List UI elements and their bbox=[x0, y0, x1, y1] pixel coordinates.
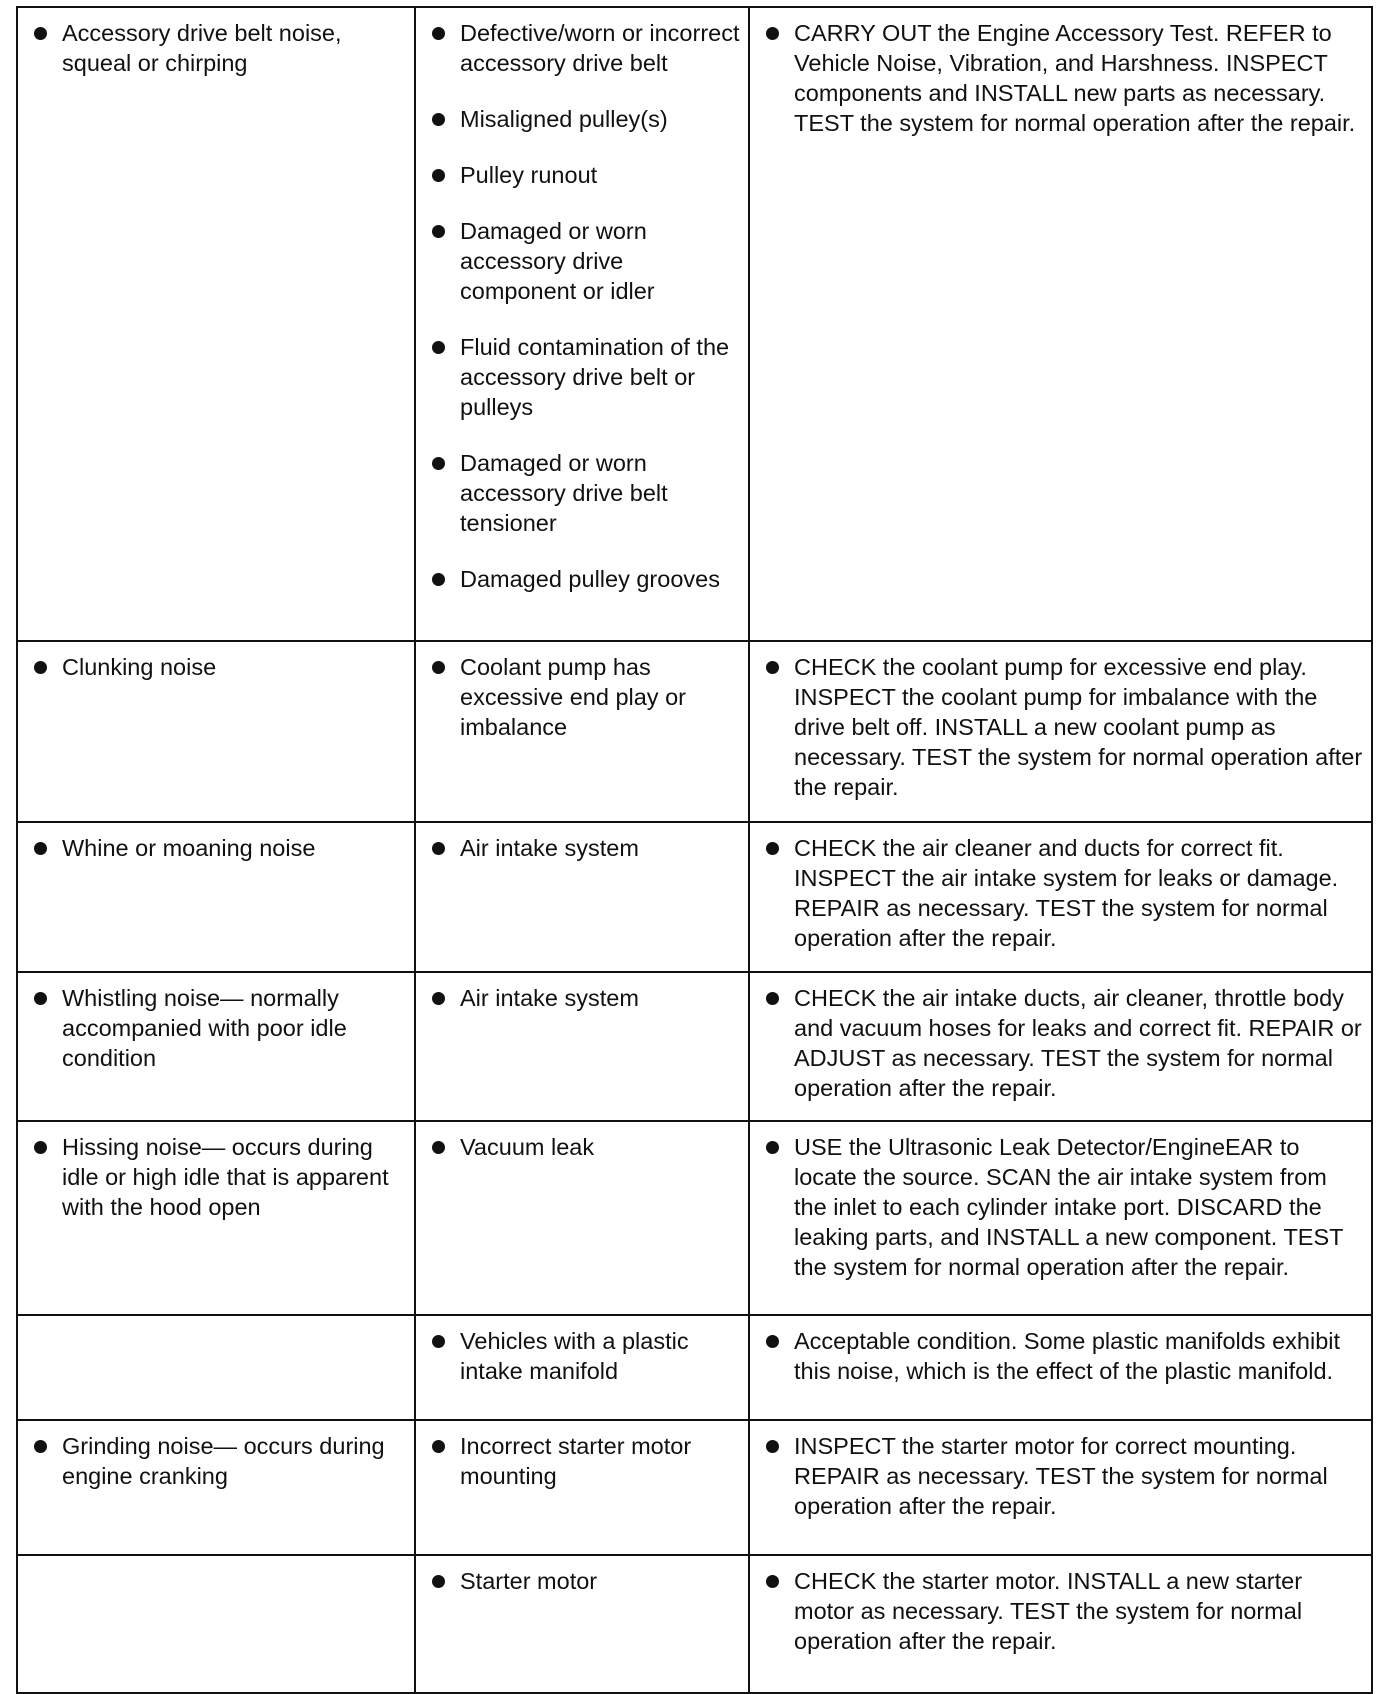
list-item bbox=[28, 18, 406, 78]
bullet-icon bbox=[34, 1440, 47, 1453]
item-text: Air intake system bbox=[460, 984, 639, 1011]
list-item bbox=[760, 652, 1363, 802]
table-row bbox=[17, 972, 1372, 1122]
item-text: INSPECT the starter motor for correct mounting. REPAIR as necessary. TEST the system for normal operation after the repair. bbox=[794, 1433, 1328, 1520]
cause-cell-list bbox=[426, 833, 740, 863]
bullet-icon bbox=[766, 1440, 779, 1453]
cause-cell-list bbox=[426, 18, 740, 594]
action-cell bbox=[749, 1420, 1372, 1555]
list-item bbox=[760, 1431, 1363, 1521]
cause-cell bbox=[415, 1420, 749, 1555]
item-text: Defective/worn or incorrect accessory drive belt bbox=[460, 20, 740, 76]
list-item bbox=[426, 1132, 740, 1162]
table-row bbox=[17, 1315, 1372, 1420]
action-cell bbox=[749, 1315, 1372, 1420]
list-item bbox=[760, 983, 1363, 1103]
cause-cell-list bbox=[426, 983, 740, 1013]
bullet-icon bbox=[34, 842, 47, 855]
bullet-icon bbox=[432, 1141, 445, 1154]
list-item bbox=[28, 1132, 406, 1222]
item-text: Vehicles with a plastic intake manifold bbox=[460, 1327, 689, 1384]
list-item bbox=[28, 833, 406, 863]
action-cell-list bbox=[760, 1326, 1363, 1386]
bullet-icon bbox=[432, 842, 445, 855]
item-text: Misaligned pulley(s) bbox=[460, 106, 668, 132]
bullet-icon bbox=[766, 1141, 779, 1154]
condition-cell bbox=[17, 7, 415, 641]
bullet-icon bbox=[432, 457, 445, 470]
bullet-icon bbox=[34, 992, 47, 1005]
bullet-icon bbox=[432, 169, 445, 182]
cause-cell bbox=[415, 1121, 749, 1315]
bullet-icon bbox=[432, 1575, 445, 1588]
list-item bbox=[426, 1566, 740, 1596]
bullet-icon bbox=[432, 661, 445, 674]
item-text: Whistling noise— normally accompanied with poor idle condition bbox=[62, 984, 347, 1071]
item-text: Grinding noise— occurs during engine cranking bbox=[62, 1433, 385, 1490]
item-text: Vacuum leak bbox=[460, 1134, 595, 1161]
item-text: CHECK the air intake ducts, air cleaner, throttle body and vacuum hoses for leaks and correct fit. REPAIR or ADJUST as necessary. TEST the system for normal operation after the repair. bbox=[794, 984, 1362, 1101]
cause-cell bbox=[415, 1315, 749, 1420]
bullet-icon bbox=[766, 27, 779, 40]
list-item bbox=[760, 1326, 1363, 1386]
bullet-icon bbox=[766, 1335, 779, 1348]
list-item bbox=[426, 652, 740, 742]
cause-cell-list bbox=[426, 1431, 740, 1491]
list-item bbox=[426, 18, 740, 78]
cause-cell bbox=[415, 641, 749, 822]
table-row bbox=[17, 822, 1372, 972]
list-item bbox=[426, 104, 740, 134]
condition-cell bbox=[17, 822, 415, 972]
list-item bbox=[426, 1326, 740, 1386]
condition-cell bbox=[17, 641, 415, 822]
condition-cell-list bbox=[28, 1431, 406, 1491]
list-item bbox=[426, 160, 740, 190]
condition-cell bbox=[17, 972, 415, 1122]
list-item bbox=[426, 448, 740, 538]
bullet-icon bbox=[34, 1141, 47, 1154]
table-row bbox=[17, 1121, 1372, 1315]
cause-cell bbox=[415, 1555, 749, 1693]
action-cell-list bbox=[760, 833, 1363, 953]
list-item bbox=[426, 216, 740, 306]
item-text: Fluid contamination of the accessory drive belt or pulleys bbox=[460, 334, 730, 420]
bullet-icon bbox=[766, 992, 779, 1005]
bullet-icon bbox=[432, 1335, 445, 1348]
item-text: Acceptable condition. Some plastic manifolds exhibit this noise, which is the effect of the plastic manifold. bbox=[794, 1327, 1341, 1384]
list-item bbox=[760, 1132, 1363, 1282]
table-row bbox=[17, 641, 1372, 822]
cause-cell-list bbox=[426, 1132, 740, 1162]
table-row bbox=[17, 7, 1372, 641]
action-cell bbox=[749, 972, 1372, 1122]
list-item bbox=[28, 1431, 406, 1491]
list-item bbox=[426, 332, 740, 422]
cause-cell-list bbox=[426, 1566, 740, 1596]
list-item bbox=[426, 1431, 740, 1491]
action-cell-list bbox=[760, 1431, 1363, 1521]
condition-cell-list bbox=[28, 833, 406, 863]
action-cell bbox=[749, 7, 1372, 641]
cause-cell bbox=[415, 972, 749, 1122]
bullet-icon bbox=[432, 573, 445, 586]
item-text: CHECK the air cleaner and ducts for correct fit. INSPECT the air intake system for leaks or damage. REPAIR as necessary. TEST the system for normal operation after the repair. bbox=[794, 835, 1339, 952]
item-text: USE the Ultrasonic Leak Detector/EngineEAR to locate the source. SCAN the air intake system from the inlet to each cylinder intake port. DISCARD the leaking parts, and INSTALL a new component. TEST the system for normal operation after the repair. bbox=[794, 1134, 1344, 1281]
cause-cell bbox=[415, 822, 749, 972]
action-cell bbox=[749, 1555, 1372, 1693]
item-text: Damaged or worn accessory drive belt tensioner bbox=[460, 450, 668, 536]
list-item bbox=[426, 833, 740, 863]
item-text: Coolant pump has excessive end play or imbalance bbox=[460, 653, 686, 740]
list-item bbox=[760, 1566, 1363, 1656]
table-row bbox=[17, 1420, 1372, 1555]
list-item bbox=[760, 18, 1363, 138]
condition-cell bbox=[17, 1420, 415, 1555]
item-text: Damaged pulley grooves bbox=[460, 566, 720, 592]
condition-cell bbox=[17, 1121, 415, 1315]
action-cell bbox=[749, 822, 1372, 972]
table-row bbox=[17, 1555, 1372, 1693]
list-item bbox=[426, 983, 740, 1013]
action-cell-list bbox=[760, 1132, 1363, 1282]
cause-cell bbox=[415, 7, 749, 641]
condition-cell bbox=[17, 1555, 415, 1693]
bullet-icon bbox=[432, 1440, 445, 1453]
action-cell-list bbox=[760, 1566, 1363, 1656]
item-text: CHECK the coolant pump for excessive end play. INSPECT the coolant pump for imbalance with the drive belt off. INSTALL a new coolant pump as necessary. TEST the system for normal operation after the repair. bbox=[794, 653, 1363, 800]
bullet-icon bbox=[432, 992, 445, 1005]
bullet-icon bbox=[766, 842, 779, 855]
bullet-icon bbox=[34, 661, 47, 674]
action-cell-list bbox=[760, 652, 1363, 802]
item-text: Whine or moaning noise bbox=[62, 835, 316, 862]
list-item bbox=[28, 983, 406, 1073]
bullet-icon bbox=[432, 27, 445, 40]
bullet-icon bbox=[432, 225, 445, 238]
condition-cell-list bbox=[28, 1132, 406, 1222]
item-text: Starter motor bbox=[460, 1567, 598, 1594]
bullet-icon bbox=[432, 113, 445, 126]
condition-cell-list bbox=[28, 983, 406, 1073]
action-cell bbox=[749, 1121, 1372, 1315]
cause-cell-list bbox=[426, 652, 740, 742]
condition-cell-list bbox=[28, 18, 406, 78]
list-item bbox=[28, 652, 406, 682]
diagnosis-table bbox=[16, 6, 1373, 1694]
bullet-icon bbox=[766, 661, 779, 674]
list-item bbox=[426, 564, 740, 594]
item-text: Pulley runout bbox=[460, 162, 598, 188]
item-text: Clunking noise bbox=[62, 653, 217, 680]
item-text: Accessory drive belt noise, squeal or chirping bbox=[62, 20, 342, 76]
bullet-icon bbox=[34, 27, 47, 40]
item-text: Air intake system bbox=[460, 835, 639, 862]
item-text: CHECK the starter motor. INSTALL a new starter motor as necessary. TEST the system for normal operation after the repair. bbox=[794, 1567, 1303, 1654]
bullet-icon bbox=[766, 1575, 779, 1588]
item-text: Incorrect starter motor mounting bbox=[460, 1433, 692, 1490]
list-item bbox=[760, 833, 1363, 953]
item-text: Hissing noise— occurs during idle or high idle that is apparent with the hood open bbox=[62, 1134, 389, 1221]
item-text: Damaged or worn accessory drive component or idler bbox=[460, 218, 655, 304]
table-body bbox=[17, 7, 1372, 1693]
condition-cell-list bbox=[28, 652, 406, 682]
action-cell-list bbox=[760, 983, 1363, 1103]
cause-cell-list bbox=[426, 1326, 740, 1386]
action-cell-list bbox=[760, 18, 1363, 138]
action-cell bbox=[749, 641, 1372, 822]
condition-cell bbox=[17, 1315, 415, 1420]
item-text: CARRY OUT the Engine Accessory Test. REFER to Vehicle Noise, Vibration, and Harshness. INSPECT components and INSTALL new parts as necessary. TEST the system for normal operation after the repair. bbox=[794, 20, 1356, 136]
bullet-icon bbox=[432, 341, 445, 354]
